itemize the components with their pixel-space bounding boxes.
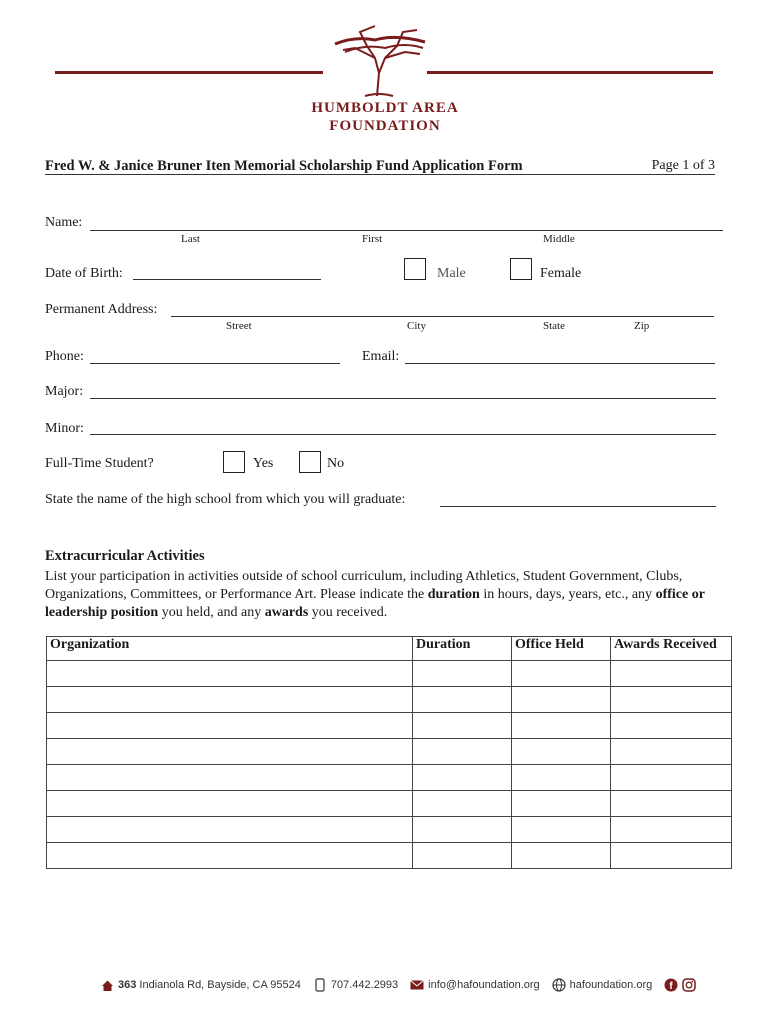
- table-cell[interactable]: [413, 843, 512, 869]
- table-row: [47, 843, 732, 869]
- col-awards-received: Awards Received: [611, 637, 732, 661]
- phone-field[interactable]: [90, 362, 340, 364]
- male-label: Male: [437, 266, 466, 281]
- table-row: [47, 739, 732, 765]
- form-title: Fred W. & Janice Bruner Iten Memorial Scholarship Fund Application Form: [45, 158, 523, 174]
- table-cell[interactable]: [512, 713, 611, 739]
- table-cell[interactable]: [512, 687, 611, 713]
- addr-sub-state: State: [543, 320, 565, 332]
- svg-text:f: f: [669, 981, 673, 992]
- table-header-row: [47, 637, 732, 661]
- dob-label: Date of Birth:: [45, 266, 123, 281]
- table-cell[interactable]: [413, 739, 512, 765]
- address-field[interactable]: [171, 315, 714, 317]
- yes-label: Yes: [253, 456, 274, 471]
- org-name-line2: FOUNDATION: [329, 118, 441, 134]
- table-cell[interactable]: [47, 791, 413, 817]
- table-cell[interactable]: [47, 817, 413, 843]
- tree-logo-icon: [325, 18, 435, 98]
- footer: [100, 975, 700, 995]
- table-cell[interactable]: [512, 739, 611, 765]
- major-label: Major:: [45, 384, 84, 399]
- table-cell[interactable]: [413, 713, 512, 739]
- globe-icon: [552, 978, 566, 992]
- minor-label: Minor:: [45, 421, 84, 436]
- name-sub-first: First: [362, 233, 383, 245]
- page-indicator: Page 1 of 3: [651, 158, 715, 173]
- name-sub-middle: Middle: [543, 233, 575, 245]
- footer-website[interactable]: hafoundation.org: [569, 979, 653, 991]
- no-checkbox[interactable]: [299, 451, 321, 473]
- title-underline: [45, 174, 715, 175]
- highschool-field[interactable]: [440, 505, 716, 507]
- activities-instructions: List your participation in activities outside of school curriculum, including Athletics, Student Government, Clubs, Organizations, Committees, or Performance Art. Please indicate the duration in hours, days, years, etc., any office or leadership position you held, and any awards you received.: [45, 569, 705, 620]
- addr-sub-city: City: [407, 320, 426, 332]
- table-row: [47, 713, 732, 739]
- address-label: Permanent Address:: [45, 302, 158, 317]
- table-cell[interactable]: [611, 713, 732, 739]
- header-rule-left: [55, 71, 323, 74]
- phone-label: Phone:: [45, 349, 84, 364]
- email-label: Email:: [362, 349, 400, 364]
- col-duration: Duration: [413, 637, 512, 661]
- table-cell[interactable]: [47, 765, 413, 791]
- table-cell[interactable]: [413, 661, 512, 687]
- female-checkbox[interactable]: [510, 258, 532, 280]
- minor-field[interactable]: [90, 433, 716, 435]
- phone-icon: [313, 978, 327, 992]
- table-row: [47, 687, 732, 713]
- org-name-line1: HUMBOLDT AREA: [311, 100, 459, 116]
- home-icon: [100, 978, 114, 992]
- col-organization: Organization: [47, 637, 413, 661]
- table-cell[interactable]: [611, 843, 732, 869]
- facebook-icon[interactable]: [664, 978, 678, 992]
- header-rule-right: [427, 71, 713, 74]
- table-row: [47, 817, 732, 843]
- table-cell[interactable]: [512, 791, 611, 817]
- table-cell[interactable]: [611, 765, 732, 791]
- table-row: [47, 791, 732, 817]
- table-row: [47, 661, 732, 687]
- table-cell[interactable]: [611, 687, 732, 713]
- name-field[interactable]: [90, 229, 723, 231]
- table-cell[interactable]: [512, 661, 611, 687]
- instagram-icon[interactable]: [682, 978, 696, 992]
- activities-table: [46, 636, 732, 869]
- no-label: No: [327, 456, 345, 471]
- table-cell[interactable]: [413, 765, 512, 791]
- table-cell[interactable]: [413, 687, 512, 713]
- female-label: Female: [540, 266, 582, 281]
- table-cell[interactable]: [512, 843, 611, 869]
- table-cell[interactable]: [512, 817, 611, 843]
- table-cell[interactable]: [47, 687, 413, 713]
- fulltime-label: Full-Time Student?: [45, 456, 154, 471]
- yes-checkbox[interactable]: [223, 451, 245, 473]
- addr-sub-street: Street: [226, 320, 252, 332]
- male-checkbox[interactable]: [404, 258, 426, 280]
- addr-sub-zip: Zip: [634, 320, 650, 332]
- col-office-held: Office Held: [512, 637, 611, 661]
- table-cell[interactable]: [413, 791, 512, 817]
- table-cell[interactable]: [611, 817, 732, 843]
- highschool-label: State the name of the high school from which you will graduate:: [45, 492, 406, 507]
- email-field[interactable]: [405, 362, 715, 364]
- table-cell[interactable]: [47, 661, 413, 687]
- footer-email[interactable]: info@hafoundation.org: [428, 979, 540, 991]
- table-cell[interactable]: [512, 765, 611, 791]
- activities-heading: Extracurricular Activities: [45, 548, 205, 564]
- footer-address: 363 Indianola Rd, Bayside, CA 95524: [118, 979, 301, 991]
- table-row: [47, 765, 732, 791]
- table-cell[interactable]: [47, 843, 413, 869]
- table-cell[interactable]: [611, 791, 732, 817]
- major-field[interactable]: [90, 397, 716, 399]
- table-cell[interactable]: [413, 817, 512, 843]
- footer-phone: 707.442.2993: [330, 979, 399, 991]
- name-sub-last: Last: [181, 233, 200, 245]
- mail-icon: [410, 978, 424, 992]
- name-label: Name:: [45, 215, 83, 230]
- table-cell[interactable]: [611, 739, 732, 765]
- dob-field[interactable]: [133, 278, 321, 280]
- table-cell[interactable]: [611, 661, 732, 687]
- table-cell[interactable]: [47, 739, 413, 765]
- table-cell[interactable]: [47, 713, 413, 739]
